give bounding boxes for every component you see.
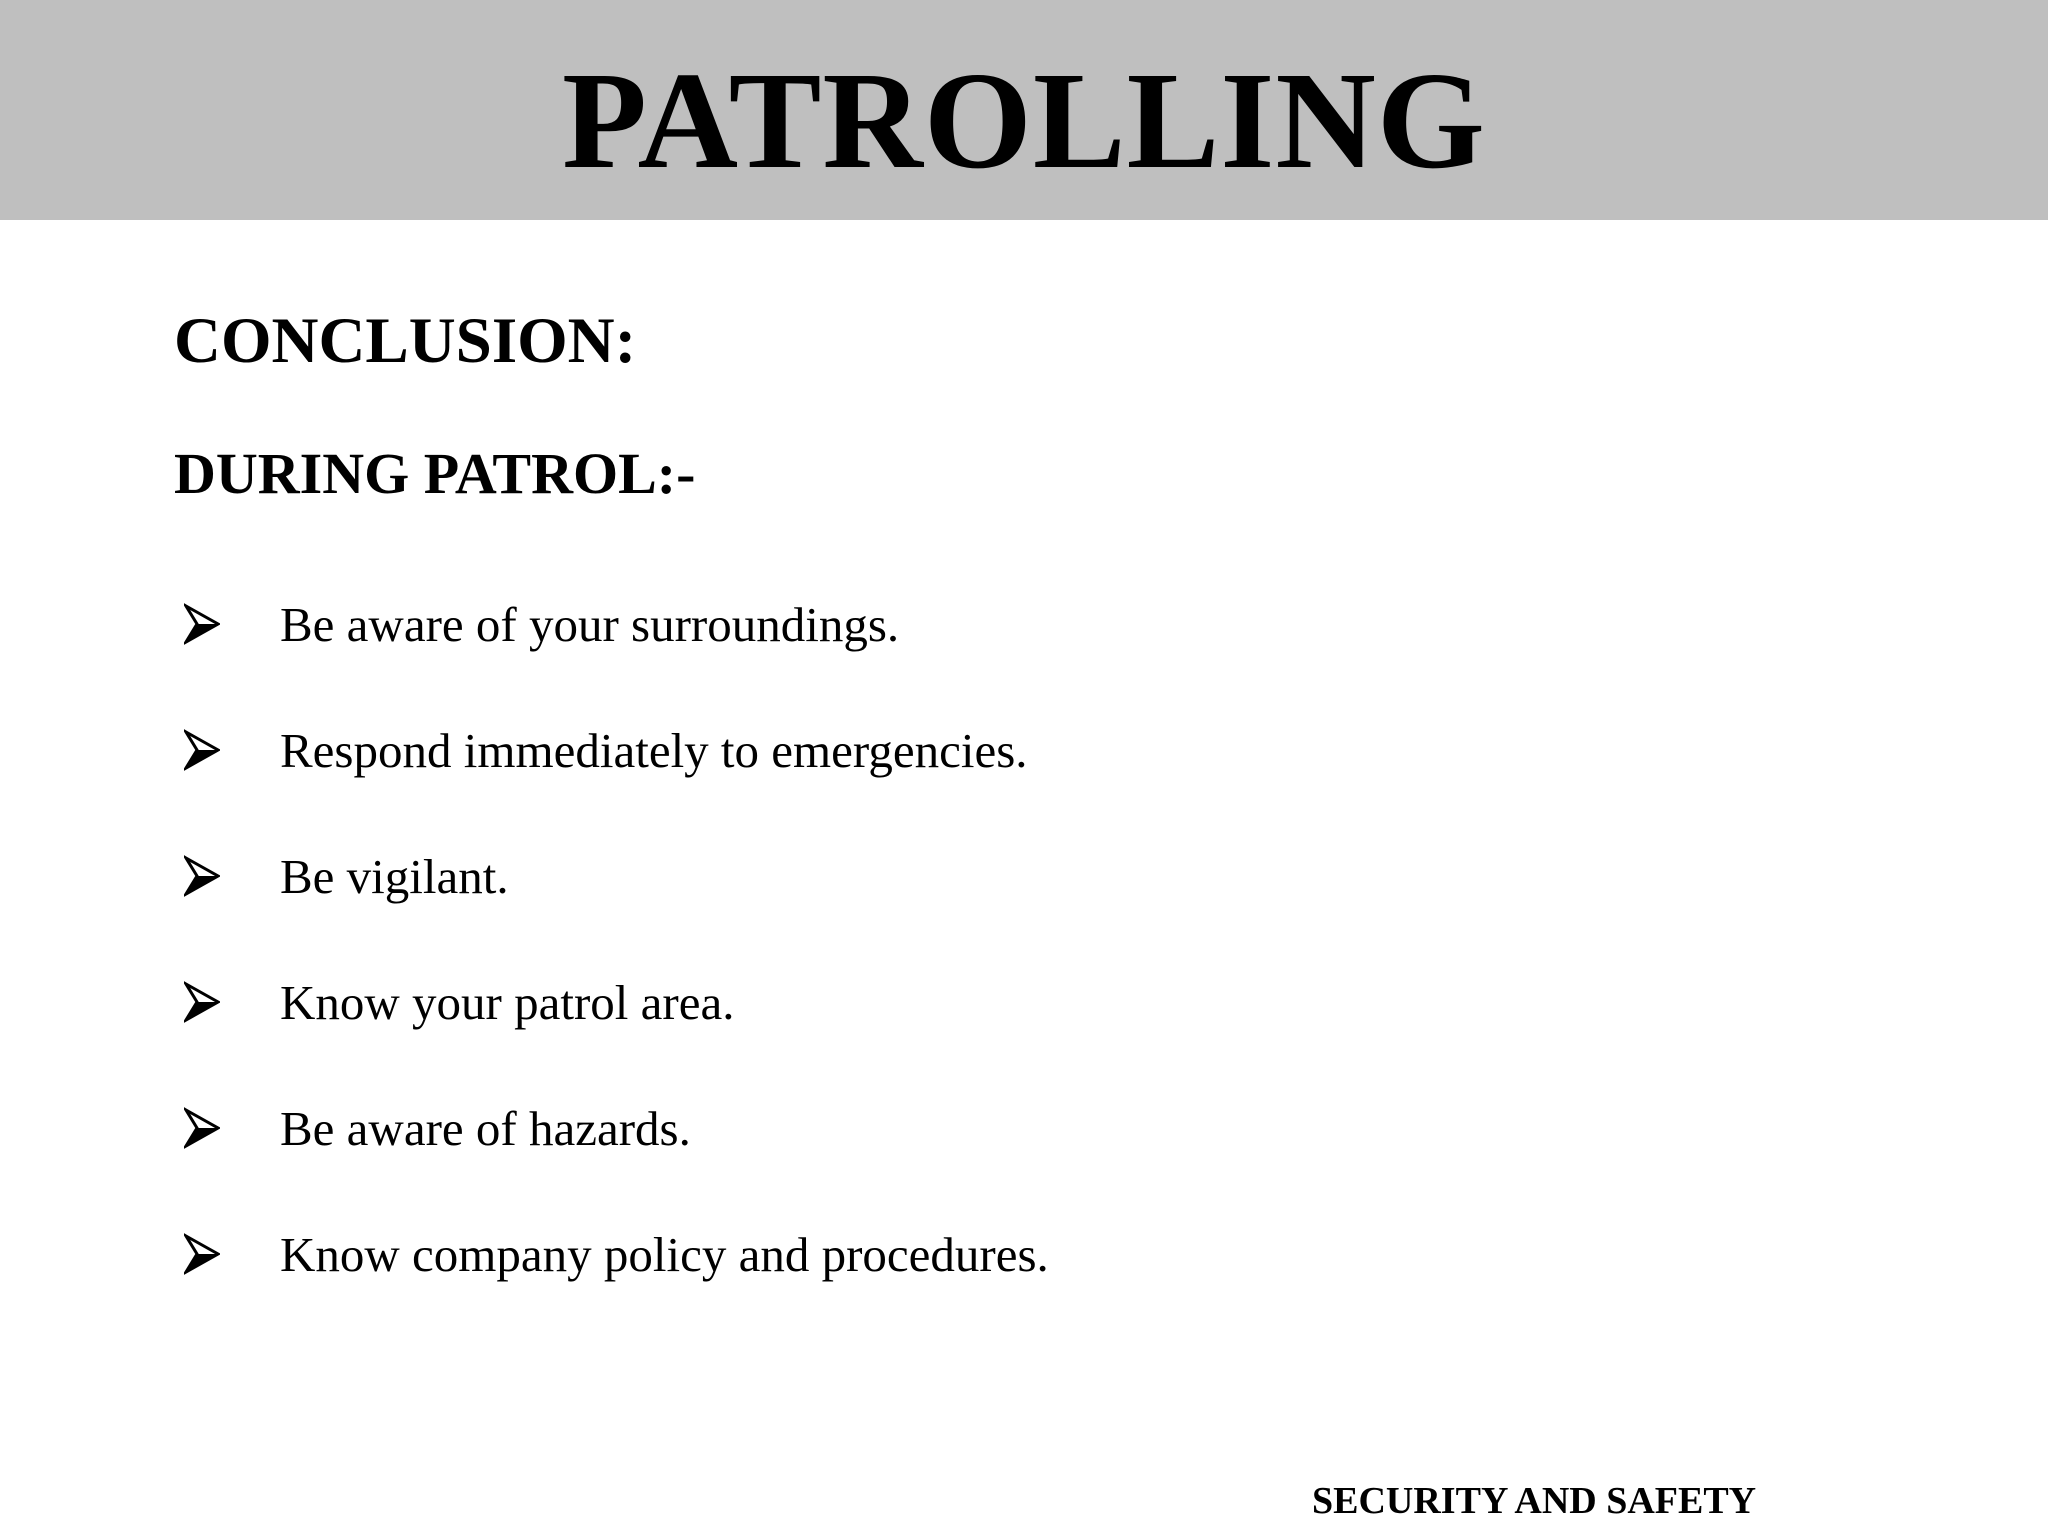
subheading: DURING PATROL:- — [174, 441, 696, 506]
bullet-text: Know your patrol area. — [280, 975, 735, 1030]
bullet-text: Respond immediately to emergencies. — [280, 723, 1028, 778]
slide-title: PATROLLING — [562, 44, 1486, 198]
bullet-text: Be aware of hazards. — [280, 1101, 691, 1156]
arrowhead-bullet-icon — [184, 603, 220, 645]
arrowhead-bullet-icon — [184, 981, 220, 1023]
arrowhead-bullet-icon — [184, 1107, 220, 1149]
arrowhead-bullet-icon — [184, 855, 220, 897]
section-heading: CONCLUSION: — [174, 305, 637, 377]
bullet-text: Be vigilant. — [280, 849, 509, 904]
bullet-text: Know company policy and procedures. — [280, 1227, 1049, 1282]
title-band — [0, 0, 2048, 220]
arrowhead-bullet-icon — [184, 1233, 220, 1275]
arrowhead-bullet-icon — [184, 729, 220, 771]
footer-text: SECURITY AND SAFETY — [1312, 1480, 1757, 1522]
bullet-text: Be aware of your surroundings. — [280, 597, 900, 652]
